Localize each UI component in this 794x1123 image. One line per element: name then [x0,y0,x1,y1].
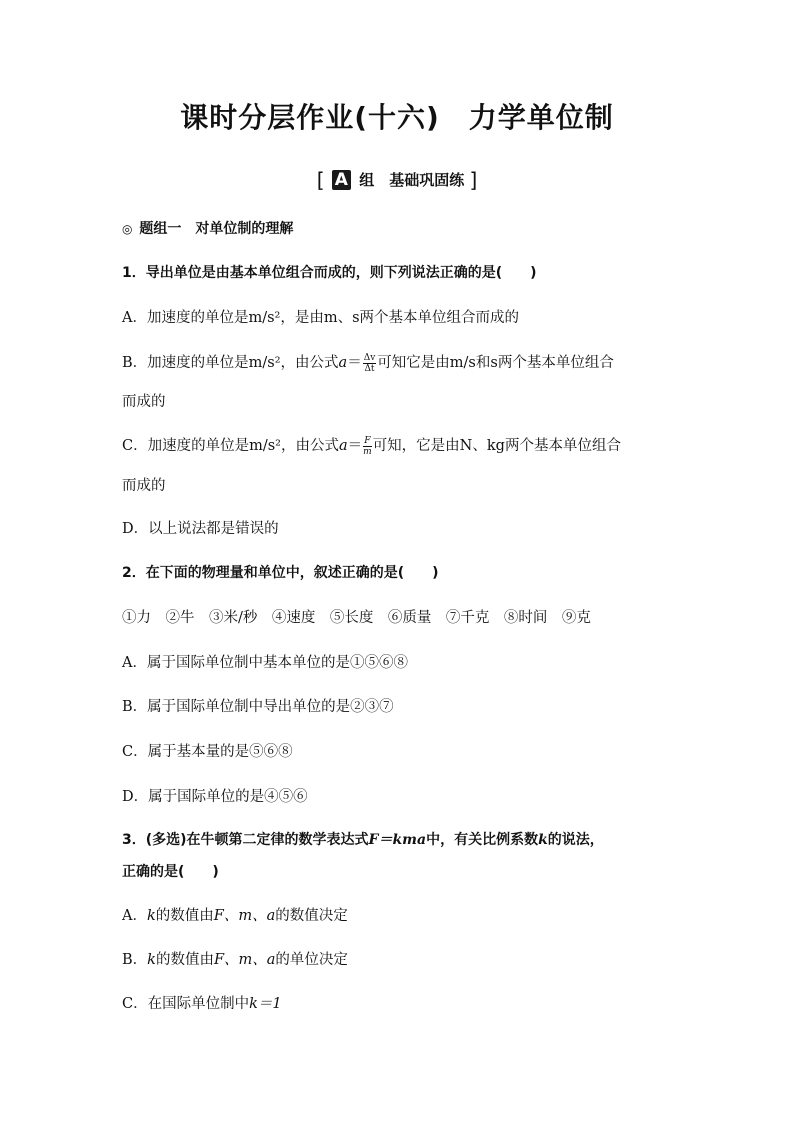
q1-b-eq: ＝ [347,355,362,371]
q1-b-den: Δt [364,363,375,374]
q3-formula: F＝kma [368,832,427,848]
q3-a-mid: 的数值由 [155,908,214,924]
q1-c-num: F [364,435,371,446]
q3-stem-cont: 正确的是( ) [122,864,219,880]
q3-a-post: 的数值决定 [275,908,348,924]
q3-k: k [538,832,548,848]
q1-c-eq: ＝ [347,438,363,454]
q3-c-text: C．在国际单位制中 [122,996,250,1012]
q3-b-label: B． [122,952,148,968]
q3-b-mid: 的数值由 [155,952,214,968]
q2-option-b: B．属于国际单位制中导出单位的是②③⑦ [122,699,394,715]
q3-c-eq: k＝1 [249,996,282,1012]
q1-b-text: B．加速度的单位是m/s²，由公式 [122,355,339,371]
q3-a-k: k [146,908,156,924]
q1-b-text-post: 可知它是由m/s和s两个基本单位组合 [377,355,614,371]
q2-items: ①力 ②牛 ③米/秒 ④速度 ⑤长度 ⑥质量 ⑦千克 ⑧时间 ⑨克 [122,610,591,626]
q1-b-fraction [363,353,377,374]
q3-stem-text: 3．(多选)在牛顿第二定律的数学表达式 [122,832,369,848]
q3-a-label: A． [122,908,147,924]
q1-option-c-cont: 而成的 [122,478,166,494]
page-title: 课时分层作业(十六) 力学单位制 [180,101,614,134]
q3-option-a [122,904,348,925]
q3-b-k: k [147,952,156,968]
q3-option-c [122,992,282,1013]
q3-b-post: 的单位决定 [275,952,348,968]
section-heading [122,218,293,238]
q1-c-fraction [363,436,372,457]
section-label: 题组一 对单位制的理解 [139,221,294,237]
left-bracket: [ [316,168,325,192]
q2-stem: 2．在下面的物理量和单位中，叙述正确的是( ) [122,565,439,581]
q1-b-var: a [338,355,348,371]
q3-b-vars: F、m、a [213,952,276,968]
q3-a-vars: F、m、a [213,908,276,924]
q1-option-b-cont: 而成的 [122,394,166,410]
q2-option-a: A．属于国际单位制中基本单位的是①⑤⑥⑧ [122,655,408,671]
q2-option-c: C．属于基本量的是⑤⑥⑧ [122,744,293,760]
group-badge: A [332,170,351,190]
q1-c-var: a [338,438,348,454]
q1-option-a: A．加速度的单位是m/s²，是由m、s两个基本单位组合而成的 [122,310,520,326]
q1-stem: 1．导出单位是由基本单位组合而成的，则下列说法正确的是( ) [122,265,537,281]
group-heading [0,168,794,192]
q1-option-c [122,434,621,457]
q1-option-b [122,351,614,374]
right-bracket: ] [469,168,478,192]
q1-b-num: Δv [363,352,376,363]
q3-stem [122,829,604,849]
q3-option-b [122,948,348,969]
q3-stem-post: 的说法， [547,832,604,848]
group-label-text: 组 基础巩固练 [359,171,465,189]
q2-option-d: D．属于国际单位的是④⑤⑥ [122,789,308,805]
section-mark-icon: ◎ [122,222,133,236]
q1-c-text: C．加速度的单位是m/s²，由公式 [122,438,339,454]
q1-option-d: D．以上说法都是错误的 [122,521,279,537]
q1-c-text-post: 可知，它是由N、kg两个基本单位组合 [372,438,621,454]
q1-c-den: m [363,446,372,457]
q3-stem-mid: 中，有关比例系数 [426,832,539,848]
